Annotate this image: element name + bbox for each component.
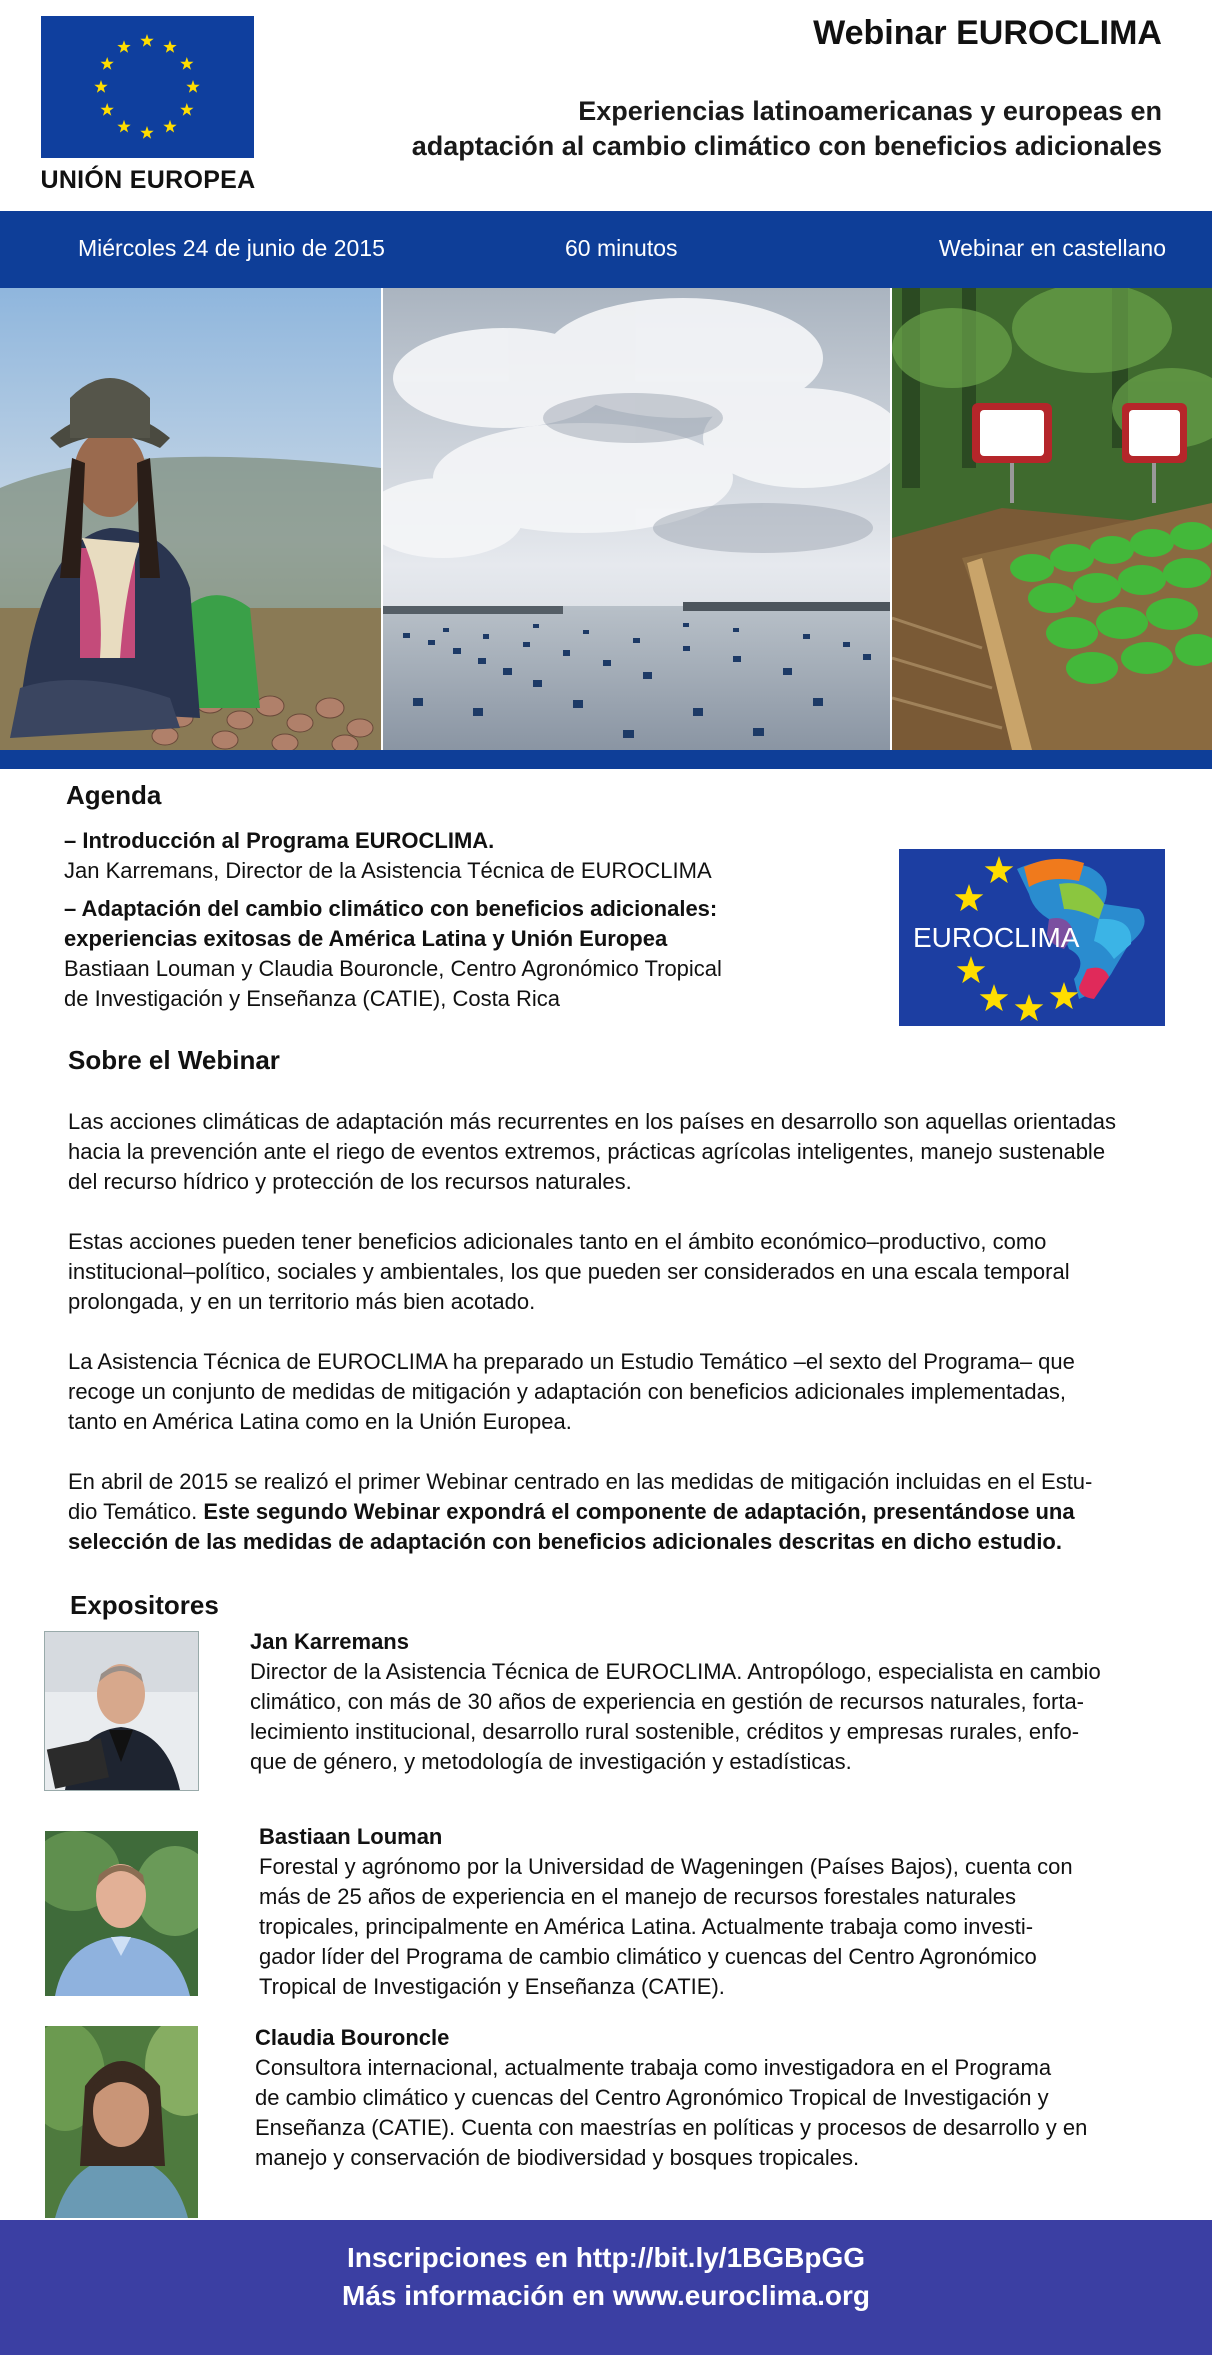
speaker-bio-line: tropicales, principalmente en América Latina. Actualmente trabaja como investi- [259,1914,1034,1939]
agenda-item [64,826,864,886]
about-line: hacia la prevención ante el riego de eventos extremos, prácticas agrícolas inteligentes, manejo sustenable [68,1139,1106,1164]
speaker-bio-line: Enseñanza (CATIE). Cuenta con maestrías en políticas y procesos de desarrollo y en [255,2115,1088,2140]
about-text [68,1107,1178,1587]
about-paragraph [68,1107,1178,1197]
speaker-card [250,1627,1101,1777]
event-language: Webinar en castellano [938,235,1166,261]
about-line [68,1497,1178,1527]
agenda-item-title: – Introducción al Programa EUROCLIMA. [64,828,495,853]
webinar-title: Webinar EUROCLIMA [813,14,1162,52]
event-date: Miércoles 24 de junio de 2015 [78,235,385,261]
speaker-bio-line: más de 25 años de experiencia en el manejo de recursos forestales naturales [259,1884,1017,1909]
about-line-bold: Este segundo Webinar expondrá el componente de adaptación, presentándose una [203,1499,1075,1524]
speaker-name: Claudia Bouroncle [255,2025,450,2050]
subtitle-line: adaptación al cambio climático con beneficios adicionales [411,131,1162,161]
speaker-bio-line: de cambio climático y cuencas del Centro Agronómico Tropical de Investigación y [255,2085,1049,2110]
eu-stars-icon [41,16,254,158]
speaker-card [259,1822,1073,2002]
about-line: La Asistencia Técnica de EUROCLIMA ha preparado un Estudio Temático –el sexto del Programa– que [68,1349,1075,1374]
speaker-name: Jan Karremans [250,1629,409,1654]
speaker-bio-line: Consultora internacional, actualmente trabaja como investigadora en el Programa [255,2055,1052,2080]
about-line: En abril de 2015 se realizó el primer Webinar centrado en las medidas de mitigación incluidas en el Estu- [68,1469,1093,1494]
speaker-bio-line: que de género, y metodología de investigación y estadísticas. [250,1749,852,1774]
speaker-photo-claudia-bouroncle [45,2026,198,2218]
photo-strip [0,288,1212,750]
about-line: Las acciones climáticas de adaptación más recurrentes en los países en desarrollo son aquellas orientadas [68,1109,1117,1134]
euroclima-logo [899,849,1165,1026]
footer-banner [0,2220,1212,2355]
speaker-photo-jan-karremans [44,1631,199,1791]
speaker-name: Bastiaan Louman [259,1824,443,1849]
about-paragraph-highlight [68,1467,1178,1557]
subtitle-line: Experiencias latinoamericanas y europeas en [578,96,1162,126]
speaker-photo-bastiaan-louman [45,1831,198,1996]
agenda-item [64,894,864,1014]
agenda-item-speaker: Bastiaan Louman y Claudia Bouroncle, Centro Agronómico Tropical [64,956,722,981]
agenda-item-title: – Adaptación del cambio climático con beneficios adicionales: [64,896,718,921]
speaker-bio-line: Forestal y agrónomo por la Universidad de Wageningen (Países Bajos), cuenta con [259,1854,1073,1879]
speaker-bio-line: climático, con más de 30 años de experiencia en gestión de recursos naturales, forta- [250,1689,1085,1714]
divider-band [0,750,1212,769]
event-duration: 60 minutos [565,235,678,261]
sea-photo [383,288,890,750]
about-line-bold: selección de las medidas de adaptación con beneficios adicionales descritas en dicho estudio. [68,1529,1062,1554]
speaker-bio-line: lecimiento institucional, desarrollo rural sostenible, créditos y empresas rurales, enfo- [250,1719,1080,1744]
about-paragraph [68,1227,1178,1317]
agenda-item-title: experiencias exitosas de América Latina y Unión Europea [64,926,668,951]
agenda-list [64,826,864,1022]
euroclima-logo-text: EUROCLIMA [913,922,1080,953]
agenda-item-speaker: Jan Karremans, Director de la Asistencia Técnica de EUROCLIMA [64,858,712,883]
agenda-item-speaker: de Investigación y Enseñanza (CATIE), Costa Rica [64,986,561,1011]
about-line: prolongada, y en un territorio más bien acotado. [68,1289,536,1314]
speaker-bio-line: gador líder del Programa de cambio climático y cuencas del Centro Agronómico [259,1944,1037,1969]
about-line: Estas acciones pueden tener beneficios adicionales tanto en el ámbito económico–productivo, como [68,1229,1047,1254]
info-bar [0,211,1212,288]
webinar-subtitle [302,94,1162,164]
registration-link[interactable]: Inscripciones en http://bit.ly/1BGBpGG [346,2242,866,2273]
about-line: recoge un conjunto de medidas de mitigación y adaptación con beneficios adicionales implementadas, [68,1379,1066,1404]
about-line-plain: dio Temático. [68,1499,204,1524]
about-line: institucional–político, sociales y ambientales, los que pueden ser considerados en una escala temporal [68,1259,1070,1284]
about-line: tanto en América Latina como en la Unión Europea. [68,1409,572,1434]
speaker-bio-line: Tropical de Investigación y Enseñanza (CATIE). [259,1974,725,1999]
speaker-bio-line: Director de la Asistencia Técnica de EUROCLIMA. Antropólogo, especialista en cambio [250,1659,1101,1684]
farmer-photo [0,288,381,750]
speaker-bio-line: manejo y conservación de biodiversidad y bosques tropicales. [255,2145,860,2170]
more-info-link[interactable]: Más información en www.euroclima.org [342,2280,870,2311]
agenda-heading: Agenda [66,780,162,810]
nursery-photo [892,288,1212,750]
eu-flag-logo [41,16,254,158]
speaker-card [255,2023,1087,2173]
about-heading: Sobre el Webinar [68,1045,280,1075]
about-paragraph [68,1347,1178,1437]
speakers-heading: Expositores [70,1590,219,1620]
about-line: del recurso hídrico y protección de los recursos naturales. [68,1169,632,1194]
eu-label: UNIÓN EUROPEA [40,166,256,194]
